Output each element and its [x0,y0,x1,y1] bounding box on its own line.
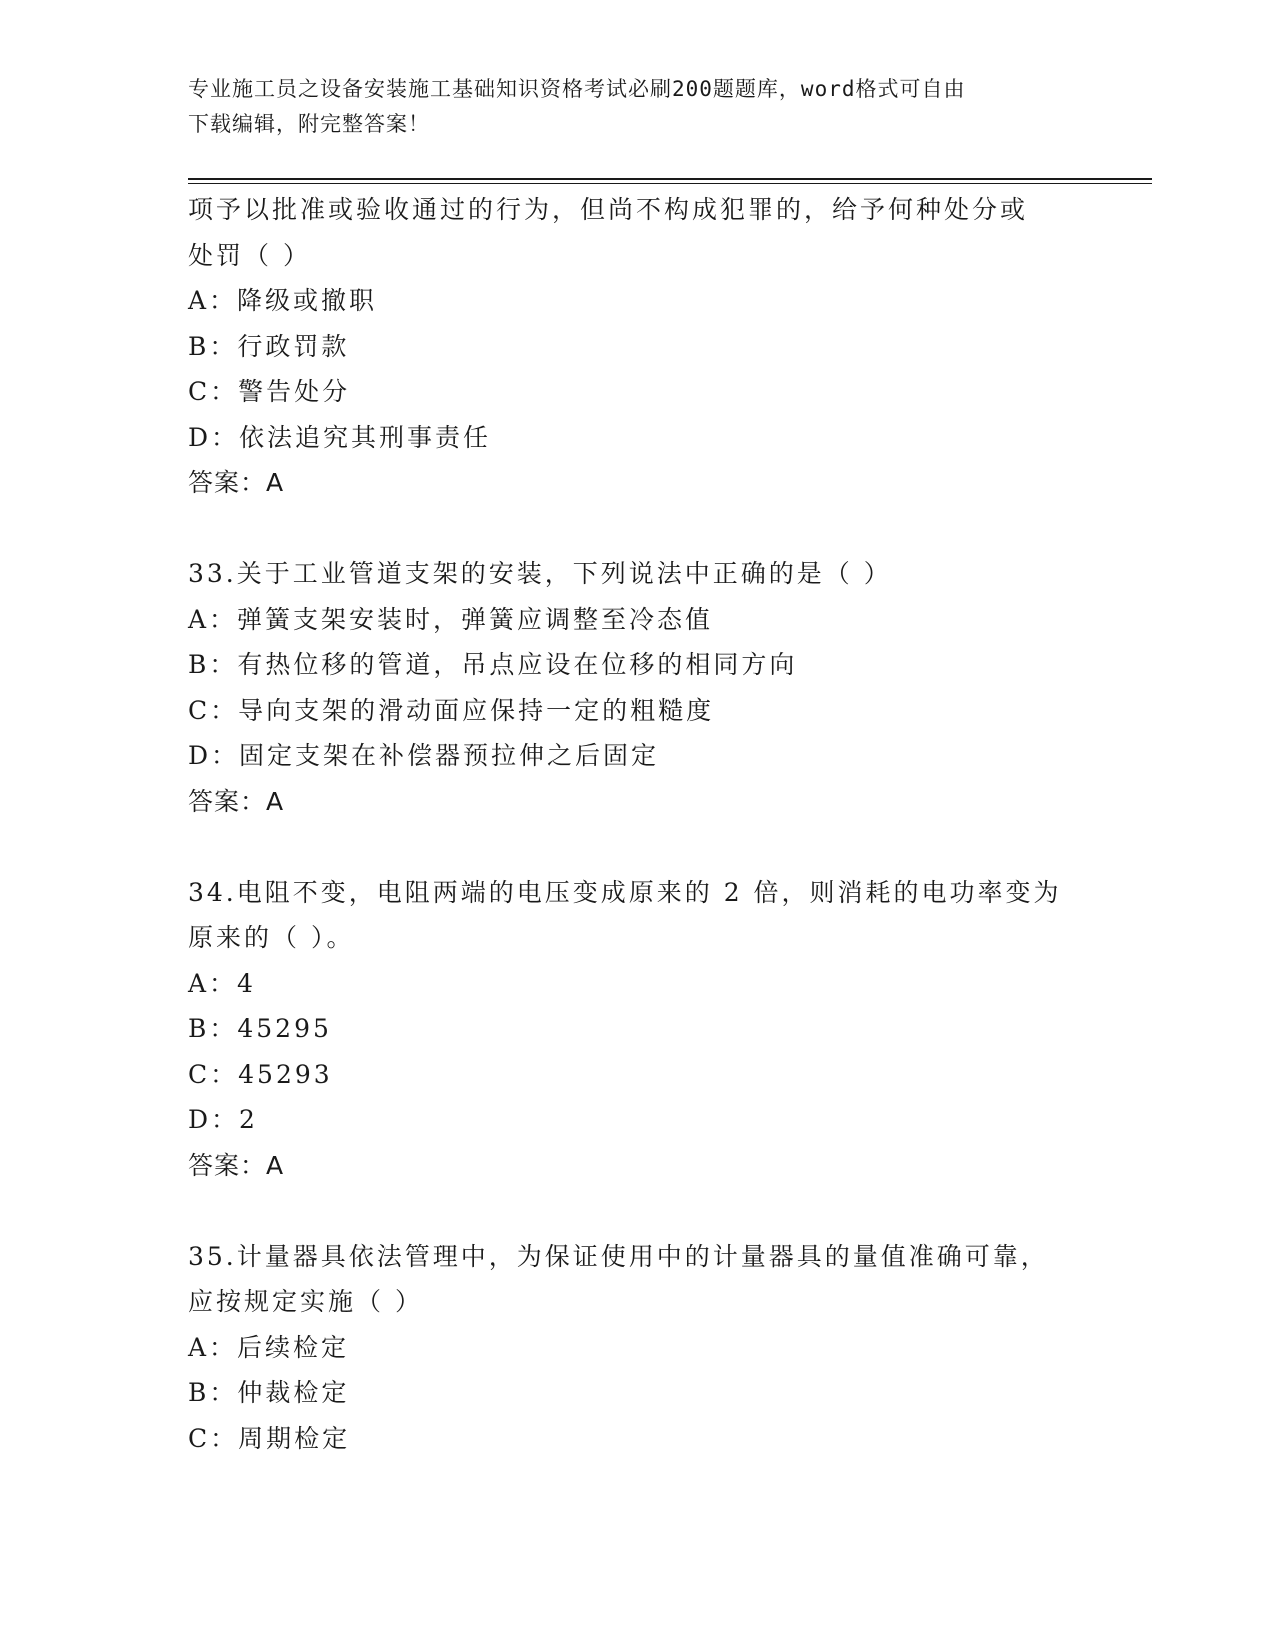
header-rule-thin [188,183,1152,184]
question-text: 33.关于工业管道支架的安装，下列说法中正确的是（ ） [188,559,892,588]
question-text: 34.电阻不变，电阻两端的电压变成原来的 2 倍，则消耗的电功率变为 [188,877,1062,907]
question-34 [188,870,1088,1189]
question-32 [188,187,1088,506]
option-a: A：后续检定 [188,1332,350,1362]
question-text: 原来的（ ）。 [188,923,355,952]
option-b: B：45295 [188,1014,332,1043]
header-line-1: 专业施工员之设备安装施工基础知识资格考试必刷200题题库，word格式可自由 [188,77,966,101]
option-a: A：弹簧支架安装时，弹簧应调整至冷态值 [188,604,714,634]
option-a: A：降级或撤职 [188,286,378,315]
question-33 [188,551,1088,824]
header-rule-thick [188,178,1152,180]
answer: 答案：A [188,468,285,497]
answer: 答案：A [188,1150,285,1180]
spacer [188,506,1088,552]
option-a: A：4 [188,968,256,998]
question-35 [188,1234,1088,1462]
option-c: C：45293 [188,1059,333,1089]
spacer [188,1188,1088,1234]
answer: 答案：A [188,786,285,816]
question-text: 项予以批准或验收通过的行为，但尚不构成犯罪的，给予何种处分或 [188,195,1029,224]
header-line-2: 下载编辑，附完整答案！ [188,112,430,136]
option-b: B：仲裁检定 [188,1378,350,1407]
document-header [188,72,1068,142]
option-d: D：依法追究其刑事责任 [188,422,492,452]
option-c: C：周期检定 [188,1423,351,1453]
spacer [188,824,1088,870]
question-list [188,187,1088,1461]
option-d: D：2 [188,1105,258,1134]
question-text: 处罚（ ） [188,240,311,270]
option-c: C：警告处分 [188,377,351,406]
option-b: B：有热位移的管道，吊点应设在位移的相同方向 [188,650,798,679]
question-text: 35.计量器具依法管理中，为保证使用中的计量器具的量值准确可靠， [188,1241,1049,1271]
option-d: D：固定支架在补偿器预拉伸之后固定 [188,741,660,770]
option-c: C：导向支架的滑动面应保持一定的粗糙度 [188,695,715,725]
question-text: 应按规定实施（ ） [188,1287,423,1316]
option-b: B：行政罚款 [188,331,350,361]
